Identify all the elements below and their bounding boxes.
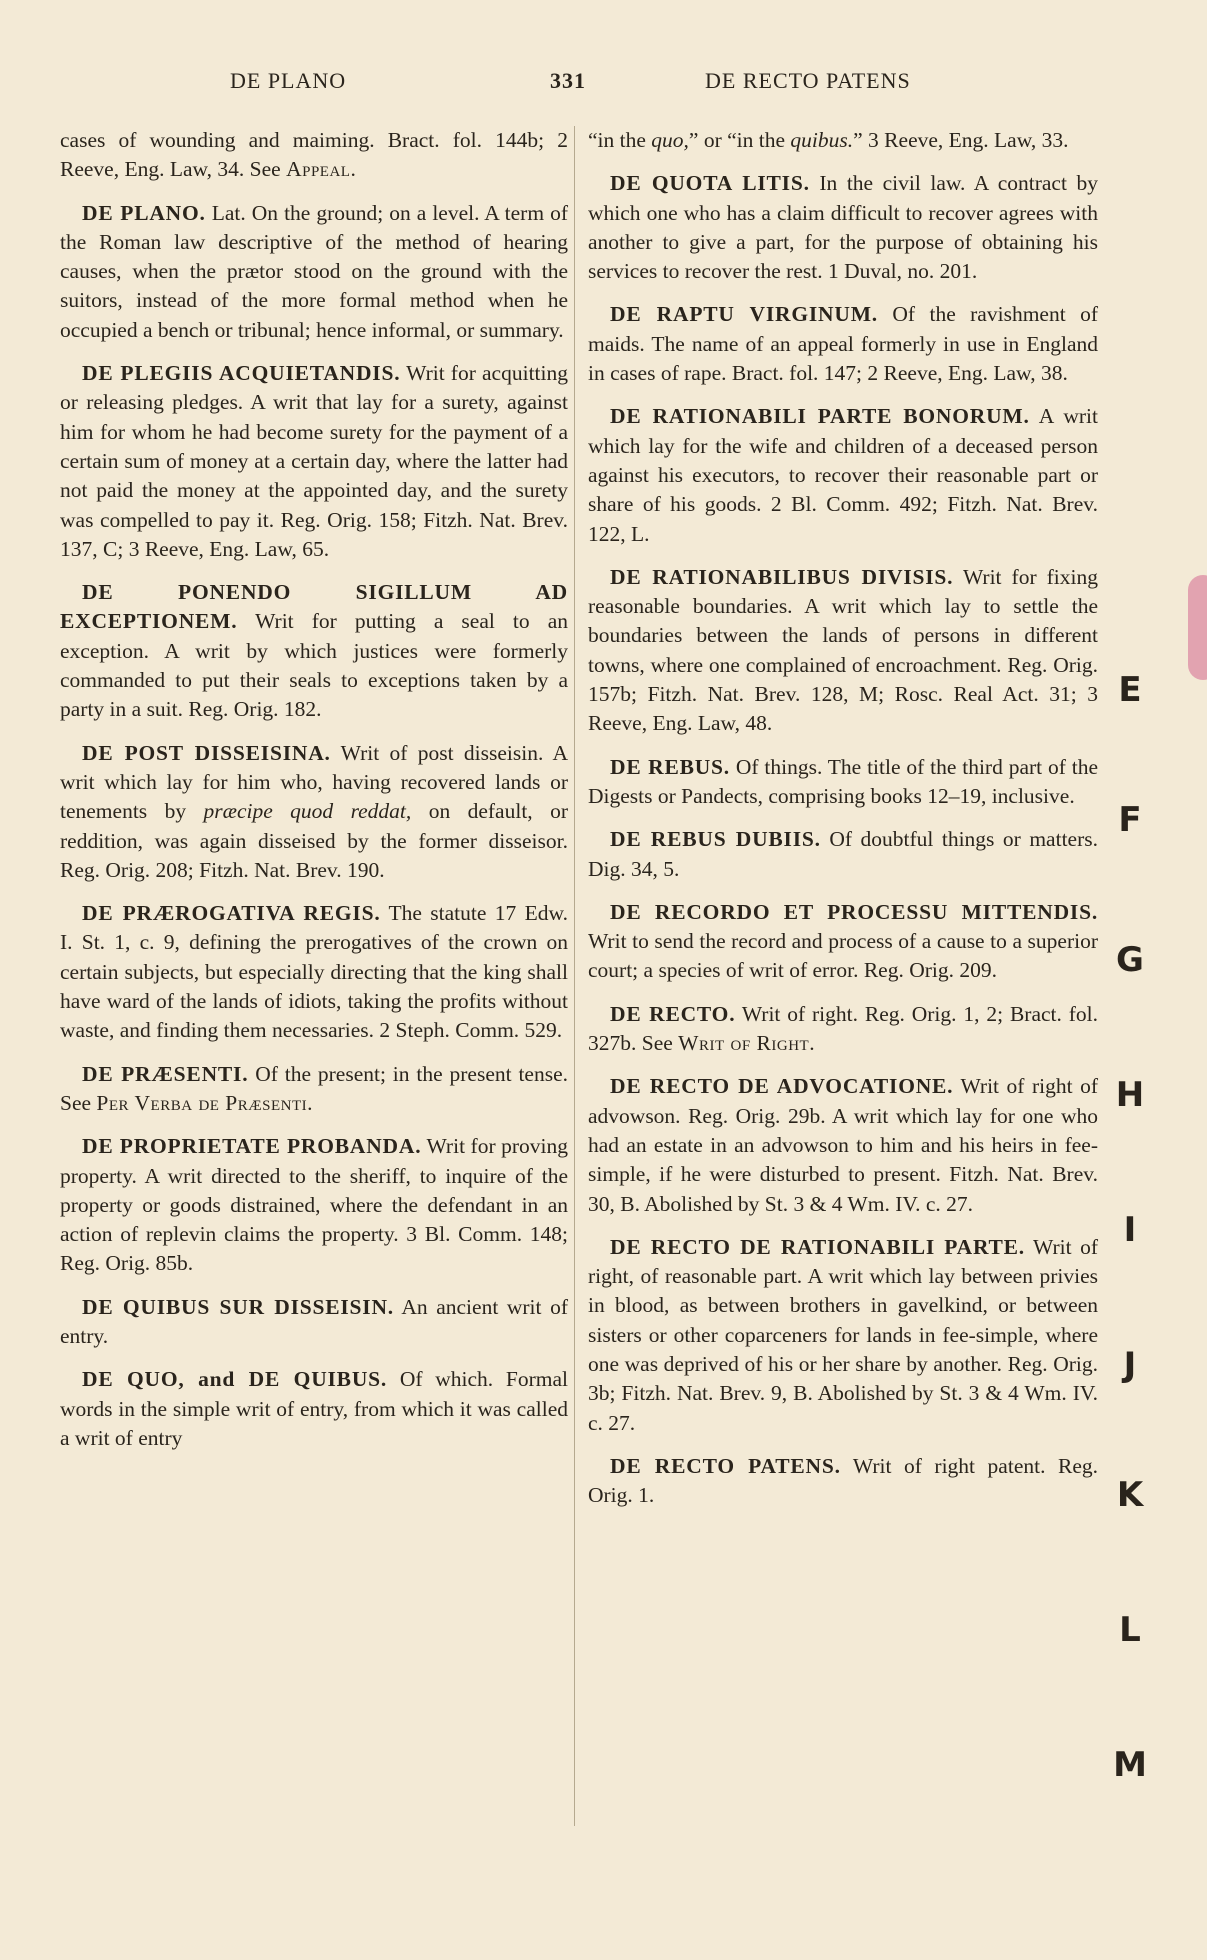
headword: DE QUIBUS SUR DISSEISIN. <box>82 1294 394 1319</box>
thumb-index-letter-j: J <box>1123 1345 1137 1385</box>
header-right-guideword: DE RECTO PATENS <box>705 68 911 93</box>
entry-text: The statute 17 Edw. I. St. 1, c. 9, defining the prerogatives of the crown on certain subjects, but especially directing that the king shall have ward of the lands of idiots, taking the profits without waste, and finding them necessaries. 2 Steph. Comm. 529. <box>60 901 568 1043</box>
headword: DE RECORDO ET PROCESSU MITTENDIS. <box>610 899 1098 924</box>
column-divider <box>574 126 575 1826</box>
headword: DE RECTO DE RATIONABILI PARTE. <box>610 1234 1025 1259</box>
entry <box>588 300 1098 388</box>
thumb-index-letter-e: E <box>1118 670 1142 710</box>
entry <box>60 1293 568 1352</box>
entry-text: cases of wounding and maiming. Bract. fol. 144b; 2 Reeve, Eng. Law, 34. See <box>60 128 568 182</box>
cross-reference: Per Verba de Præsenti. <box>96 1090 313 1115</box>
entry <box>588 1072 1098 1218</box>
entry-text: ” or “in the <box>688 128 791 152</box>
headword: DE RATIONABILIBUS DIVISIS. <box>610 564 954 589</box>
headword: DE REBUS. <box>610 754 730 779</box>
italic-phrase: quo, <box>651 128 689 152</box>
entry <box>60 1060 568 1119</box>
entry-text: Of which. Formal words in the simple writ of entry, from which it was called a writ of entry <box>60 1367 568 1450</box>
entry <box>60 899 568 1045</box>
headword: DE RECTO. <box>610 1001 736 1026</box>
entry <box>588 169 1098 286</box>
headword: DE PONENDO SIGILLUM AD EXCEPTIONEM. <box>60 580 568 634</box>
thumb-index-letter-i: I <box>1123 1210 1137 1250</box>
entry-text: Of the ravishment of maids. The name of an appeal formerly in use in England in cases of rape. Bract. fol. 147; 2 Reeve, Eng. Law, 38. <box>588 302 1098 386</box>
entry <box>588 402 1098 548</box>
headword: DE PRÆROGATIVA REGIS. <box>82 901 381 926</box>
page-number: 331 <box>550 68 586 93</box>
entry <box>60 126 568 185</box>
thumb-tab-mark <box>1188 575 1207 680</box>
headword: DE RECTO PATENS. <box>610 1453 841 1478</box>
entry-text: Writ for proving property. A writ directed to the sheriff, to inquire of the property or goods distrained, where the defendant in an action of replevin claims the property. 3 Bl. Comm. 148; Reg. Orig. 85b. <box>60 1134 568 1276</box>
entry-text: Writ for acquitting or releasing pledges. A writ that lay for a surety, against him for whom he had become surety for the payment of a certain sum of money at a certain day, where the latter had not paid the money at the appointed day, and the surety was compelled to pay it. Reg. Orig. 158; Fitzh. Nat. Brev. 137, C; 3 Reeve, Eng. Law, 65. <box>60 361 568 561</box>
thumb-index-letter-k: K <box>1116 1475 1144 1515</box>
thumb-index-letter-f: F <box>1118 800 1142 840</box>
headword: DE POST DISSEISINA. <box>82 740 331 765</box>
thumb-index-letter-m: M <box>1113 1745 1147 1785</box>
headword: DE PLANO. <box>82 200 206 225</box>
headword: DE QUO, and DE QUIBUS. <box>82 1367 388 1392</box>
entry-text: Writ of post disseisin. A writ which lay for him who, having recovered lands or tenements by <box>60 740 568 824</box>
entry-text: Writ of right, of reasonable part. A writ which lay between privies in blood, as between brothers in gavelkind, or between sisters or other coparceners for lands in fee-simple, where one was deprived of his or her share by another. Reg. Orig. 3b; Fitzh. Nat. Brev. 9, B. Abolished by St. 3 & 4 Wm. IV. c. 27. <box>588 1234 1098 1435</box>
entry <box>588 126 1098 155</box>
entry-text: Of things. The title of the third part of the Digests or Pandects, comprising books 12–19, inclusive. <box>588 754 1099 808</box>
header-left-guideword: DE PLANO <box>230 68 347 93</box>
thumb-index-letter-g: G <box>1116 940 1144 980</box>
entry-text: Of doubtful things or matters. Dig. 34, 5. <box>588 827 1098 881</box>
headword: DE REBUS DUBIIS. <box>610 827 821 852</box>
headword: DE QUOTA LITIS. <box>610 171 810 196</box>
headword: DE PRÆSENTI. <box>82 1061 249 1086</box>
entry-text: Writ of right. Reg. Orig. 1, 2; Bract. fol. 327b. See <box>588 1001 1098 1056</box>
headword: DE PROPRIETATE PROBANDA. <box>82 1134 422 1159</box>
entry-text: “in the <box>588 128 652 152</box>
entry <box>60 1365 568 1453</box>
entry <box>588 1233 1098 1438</box>
cross-reference: Writ of Right. <box>678 1031 816 1056</box>
entry <box>588 898 1098 986</box>
right-column <box>588 126 1098 1524</box>
entry-text: An ancient writ of entry. <box>60 1294 568 1348</box>
entry <box>588 1452 1098 1511</box>
italic-phrase: quibus. <box>790 128 854 152</box>
entry <box>60 359 568 564</box>
italic-phrase: præcipe quod reddat, <box>203 799 412 824</box>
headword: DE RECTO DE ADVOCATIONE. <box>610 1074 954 1099</box>
entry <box>60 578 568 724</box>
left-column <box>60 126 568 1467</box>
entry-text: Writ to send the record and process of a cause to a superior court; a species of writ of error. Reg. Orig. 209. <box>588 929 1098 983</box>
entry-text: on default, or reddition, was again disseised by the former disseisor. Reg. Orig. 208; Fitzh. Nat. Brev. 190. <box>60 799 568 882</box>
cross-reference: Appeal. <box>286 157 357 182</box>
headword: DE PLEGIIS ACQUIETANDIS. <box>82 361 401 386</box>
entry <box>60 199 568 345</box>
entry <box>588 563 1098 739</box>
entry-text: Of the present; in the present tense. See <box>60 1061 568 1115</box>
headword: DE RAPTU VIRGINUM. <box>610 302 878 327</box>
entry-text: In the civil law. A contract by which one who has a claim difficult to recover agrees with another to give a part, for the purpose of obtaining his services to recover the rest. 1 Duval, no. 201. <box>588 171 1098 284</box>
entry <box>588 1000 1098 1059</box>
entry-text: A writ which lay for the wife and children of a deceased person against his executors, to recover their reasonable part or share of his goods. 2 Bl. Comm. 492; Fitzh. Nat. Brev. 122, L. <box>588 404 1098 546</box>
entry <box>588 825 1098 884</box>
headword: DE RATIONABILI PARTE BONORUM. <box>610 404 1030 429</box>
entry <box>60 1132 568 1278</box>
entry-text: ” 3 Reeve, Eng. Law, 33. <box>853 128 1069 152</box>
entry <box>60 739 568 885</box>
entry-text: Lat. On the ground; on a level. A term of the Roman law descriptive of the method of hearing causes, when the prætor stood on the ground with the suitors, instead of the more formal method when he occupied a bench or tribunal; hence informal, or summary. <box>60 200 568 342</box>
entry <box>588 753 1098 812</box>
running-header <box>60 68 1100 98</box>
thumb-index-letter-l: L <box>1119 1610 1141 1650</box>
entry-text: Writ for putting a seal to an exception. A writ by which justices were formerly commanded to put their seals to exceptions taken by a party in a suit. Reg. Orig. 182. <box>60 609 568 722</box>
entry-text: Writ for fixing reasonable boundaries. A writ which lay to settle the boundaries between the lands of persons in different towns, where one complained of encroachment. Reg. Orig. 157b; Fitzh. Nat. Brev. 128, M; Rosc. Real Act. 31; 3 Reeve, Eng. Law, 48. <box>588 564 1098 736</box>
entry-text: Writ of right patent. Reg. Orig. 1. <box>588 1453 1098 1508</box>
entry-text: Writ of right of advowson. Reg. Orig. 29b. A writ which lay for one who had an estate in an advowson to him and his heirs in fee-simple, if he were disturbed to present. Fitzh. Nat. Brev. 30, B. Abolished by St. 3 & 4 Wm. IV. c. 27. <box>588 1074 1098 1216</box>
thumb-index-letter-h: H <box>1115 1075 1145 1115</box>
